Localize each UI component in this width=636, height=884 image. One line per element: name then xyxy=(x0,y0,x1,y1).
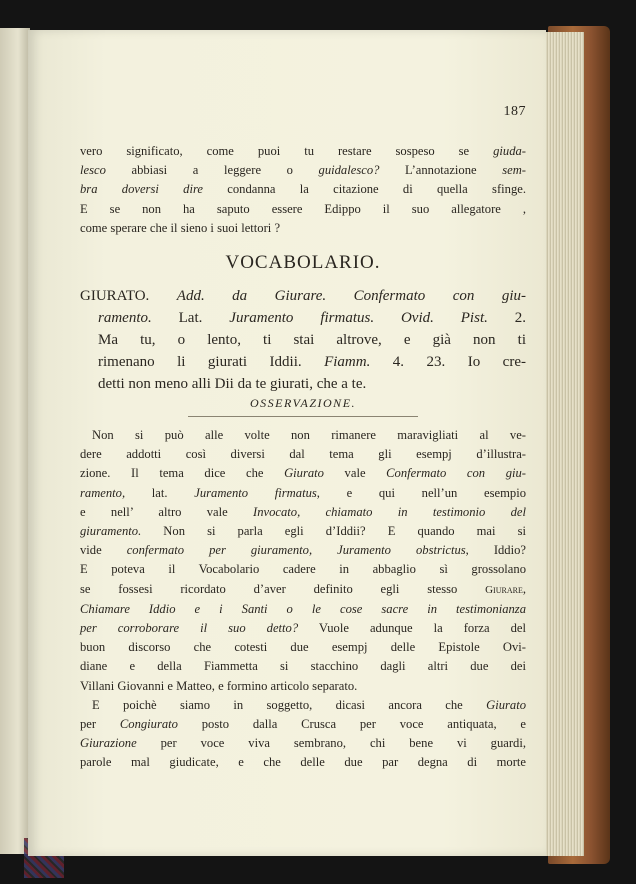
entry-run: GIURATO. xyxy=(80,288,177,304)
observation-paragraph xyxy=(80,426,526,773)
text-line xyxy=(80,464,526,483)
entry-run: Fiamm. xyxy=(324,354,371,370)
text-run: Vuole adunque la forza del xyxy=(298,621,526,636)
text-run: se fossesi ricordato d’aver definito egli stesso xyxy=(80,581,486,596)
entry-line xyxy=(80,351,526,373)
text-line xyxy=(80,734,526,753)
text-run: giuda- xyxy=(493,144,526,158)
entry-line xyxy=(80,307,526,329)
text-run: parole mal giudicate, e che delle due par degna di morte xyxy=(80,755,526,770)
entry-run: detti non meno alli Dii da te giurati, che a te. xyxy=(98,376,367,392)
text-run: lat. xyxy=(125,485,195,500)
entry-run: Lat. xyxy=(151,310,230,326)
text-line xyxy=(80,638,526,657)
page-block-edges xyxy=(540,32,584,856)
text-run: , xyxy=(522,581,526,596)
entry-run: 4. 23. Io cre- xyxy=(370,354,526,370)
text-run: come sperare che il sieno i suoi lettori ? xyxy=(80,220,281,235)
text-run: dere addotti così diversi dal tema gli esempj d’illustra- xyxy=(80,447,526,462)
text-run: vero significato, come puoi tu restare sospeso se xyxy=(80,144,494,158)
text-run: Giurato xyxy=(486,697,526,712)
text-run: E poteva il Vocabolario cadere in abbaglio sì grossolano xyxy=(80,562,526,577)
text-line xyxy=(80,715,526,734)
text-run: vale xyxy=(323,466,387,481)
observation-heading: OSSERVAZIONE. xyxy=(249,396,357,410)
text-run: giuramento. xyxy=(80,524,142,539)
text-run: per voce viva sembrano, chi bene vi guardi, xyxy=(136,736,526,751)
text-run: posto dalla Crusca per voce antiquata, e xyxy=(177,717,526,732)
text-line xyxy=(80,219,526,238)
page-number: 187 xyxy=(503,104,526,119)
book-page xyxy=(28,30,546,856)
text-line xyxy=(80,677,526,696)
entry-run: 2. xyxy=(487,310,526,326)
text-run: e nell’ altro vale xyxy=(80,504,254,519)
text-line xyxy=(80,522,526,541)
entry-run: Ma tu, o lento, ti stai altrove, e già non ti xyxy=(98,332,526,348)
text-line xyxy=(80,619,526,638)
text-run: confermato per giuramento, Juramento obstrictus xyxy=(126,543,466,558)
entry-line xyxy=(80,373,526,395)
text-line xyxy=(80,180,526,199)
text-line xyxy=(80,142,526,161)
text-run: Chiamare Iddio e i Santi o le cose sacre in testimonianza xyxy=(80,601,526,616)
text-run: Giurato xyxy=(284,466,324,481)
text-run: Confermato con giu- xyxy=(386,466,526,481)
text-run: diane e della Fiammetta si stacchino dagli altri due dei xyxy=(80,659,526,674)
text-run: zione. Il tema dice che xyxy=(80,466,285,481)
entry-run: rimenano li giurati Iddii. xyxy=(98,354,325,370)
text-run: Non si può alle volte non rimanere maravigliati al ve- xyxy=(92,428,526,442)
intro-paragraph xyxy=(80,142,526,238)
text-run: Giurare xyxy=(485,583,523,596)
entry-run: Add. da Giurare. Confermato con giu- xyxy=(176,288,526,304)
text-run: E se non ha saputo essere Edippo il suo allegatore , xyxy=(80,201,526,216)
text-line xyxy=(80,503,526,522)
text-run: Invocato, chiamato in testimonio del xyxy=(253,504,526,519)
text-line xyxy=(80,560,526,579)
text-line xyxy=(80,753,526,772)
text-run: lesco xyxy=(80,163,106,178)
text-line xyxy=(80,484,526,503)
text-line xyxy=(80,600,526,619)
text-run: ramento, xyxy=(80,485,126,500)
text-run: L’annotazione xyxy=(379,163,503,178)
text-run: per corroborare il suo detto? xyxy=(80,621,299,636)
text-run: vide xyxy=(80,543,127,558)
text-run: Juramento firmatus xyxy=(194,485,317,500)
text-line xyxy=(80,200,526,219)
text-run: , Iddio? xyxy=(465,543,526,558)
entry-run: Juramento firmatus. Ovid. Pist. xyxy=(229,310,488,326)
text-run: sem- xyxy=(502,163,526,178)
text-line xyxy=(80,580,526,600)
section-heading: VOCABOLARIO. xyxy=(225,252,381,273)
text-run: Congiurato xyxy=(119,717,178,732)
text-run: condanna la citazione di quella sfinge. xyxy=(202,182,526,197)
text-line xyxy=(80,161,526,180)
text-line xyxy=(80,657,526,676)
text-run: abbiasi a leggere o xyxy=(105,163,319,178)
text-run: Villani Giovanni e Matteo, e formino articolo separato. xyxy=(80,678,358,693)
text-run: buon discorso che cotesti due esempj delle Epistole Ovi- xyxy=(80,640,526,655)
text-run: , e qui nell’un esempio xyxy=(316,485,526,500)
text-line xyxy=(80,445,526,464)
text-line xyxy=(80,426,526,445)
text-line xyxy=(80,541,526,560)
text-run: guidalesco? xyxy=(318,163,380,178)
text-run: Non si parla egli d’Iddii? E quando mai si xyxy=(141,524,526,539)
text-run: Giurazione xyxy=(80,736,137,751)
left-page-edge xyxy=(0,28,30,854)
text-run: bra doversi dire xyxy=(80,182,203,197)
text-run: E poichè siamo in soggetto, dicasi ancora che xyxy=(92,697,487,712)
heading-rule xyxy=(188,416,418,417)
text-line xyxy=(80,696,526,715)
text-run: per xyxy=(80,717,120,732)
entry-line xyxy=(80,329,526,351)
dictionary-entry xyxy=(80,285,526,395)
entry-run: ramento. xyxy=(98,310,152,326)
entry-line xyxy=(80,285,526,307)
